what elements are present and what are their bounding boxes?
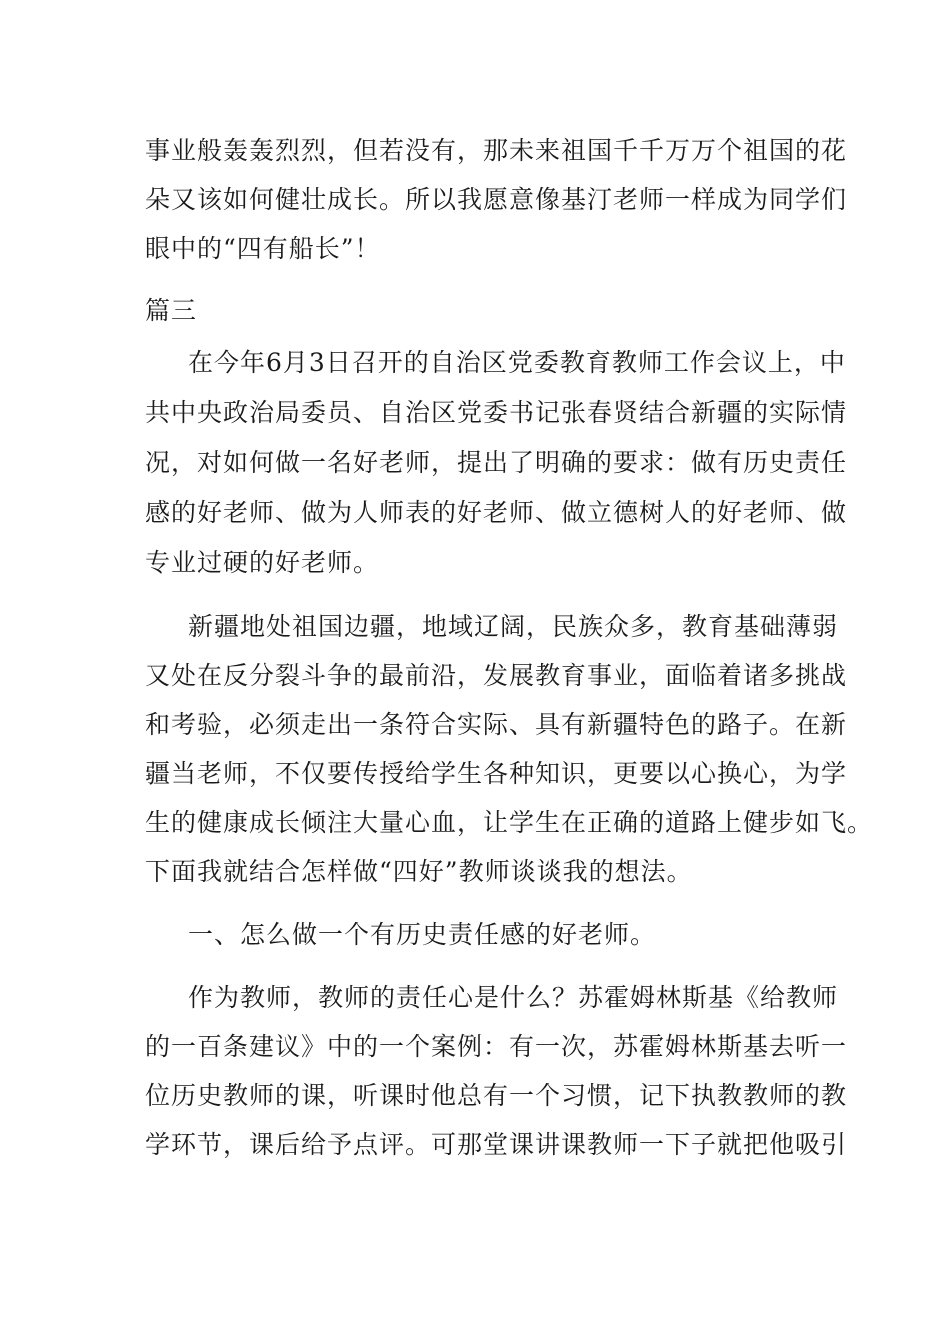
text-line: 又处在反分裂斗争的最前沿，发展教育事业，面临着诸多挑战 xyxy=(145,661,848,690)
text-line: 在今年6月3日召开的自治区党委教育教师工作会议上，中 xyxy=(188,348,846,377)
text-line: 作为教师，教师的责任心是什么？苏霍姆林斯基《给教师 xyxy=(188,983,839,1012)
text-line: 下面我就结合怎样做“四好”教师谈谈我的想法。 xyxy=(145,857,693,886)
text-line: 况，对如何做一名好老师，提出了明确的要求：做有历史责任 xyxy=(145,448,848,477)
section-heading: 篇三 xyxy=(145,296,198,325)
text-line: 学环节，课后给予点评。可那堂课讲课教师一下子就把他吸引 xyxy=(145,1130,848,1159)
text-line: 新疆地处祖国边疆，地域辽阔，民族众多，教育基础薄弱 xyxy=(188,612,839,641)
subheading: 一、怎么做一个有历史责任感的好老师。 xyxy=(188,920,657,949)
text-line: 共中央政治局委员、自治区党委书记张春贤结合新疆的实际情 xyxy=(145,398,848,427)
text-line: 事业般轰轰烈烈，但若没有，那未来祖国千千万万个祖国的花 xyxy=(145,136,848,165)
text-line: 的一百条建议》中的一个案例：有一次，苏霍姆林斯基去听一 xyxy=(145,1032,848,1061)
text-line: 感的好老师、做为人师表的好老师、做立德树人的好老师、做 xyxy=(145,498,848,527)
text-line: 位历史教师的课，听课时他总有一个习惯，记下执教教师的教 xyxy=(145,1081,848,1110)
text-line: 专业过硬的好老师。 xyxy=(145,548,380,577)
text-line: 眼中的“四有船长”！ xyxy=(145,234,381,263)
text-line: 朵又该如何健壮成长。所以我愿意像基汀老师一样成为同学们 xyxy=(145,185,848,214)
text-line: 生的健康成长倾注大量心血，让学生在正确的道路上健步如飞。 xyxy=(145,808,874,837)
text-line: 疆当老师，不仅要传授给学生各种知识，更要以心换心，为学 xyxy=(145,759,848,788)
text-line: 和考验，必须走出一条符合实际、具有新疆特色的路子。在新 xyxy=(145,710,848,739)
